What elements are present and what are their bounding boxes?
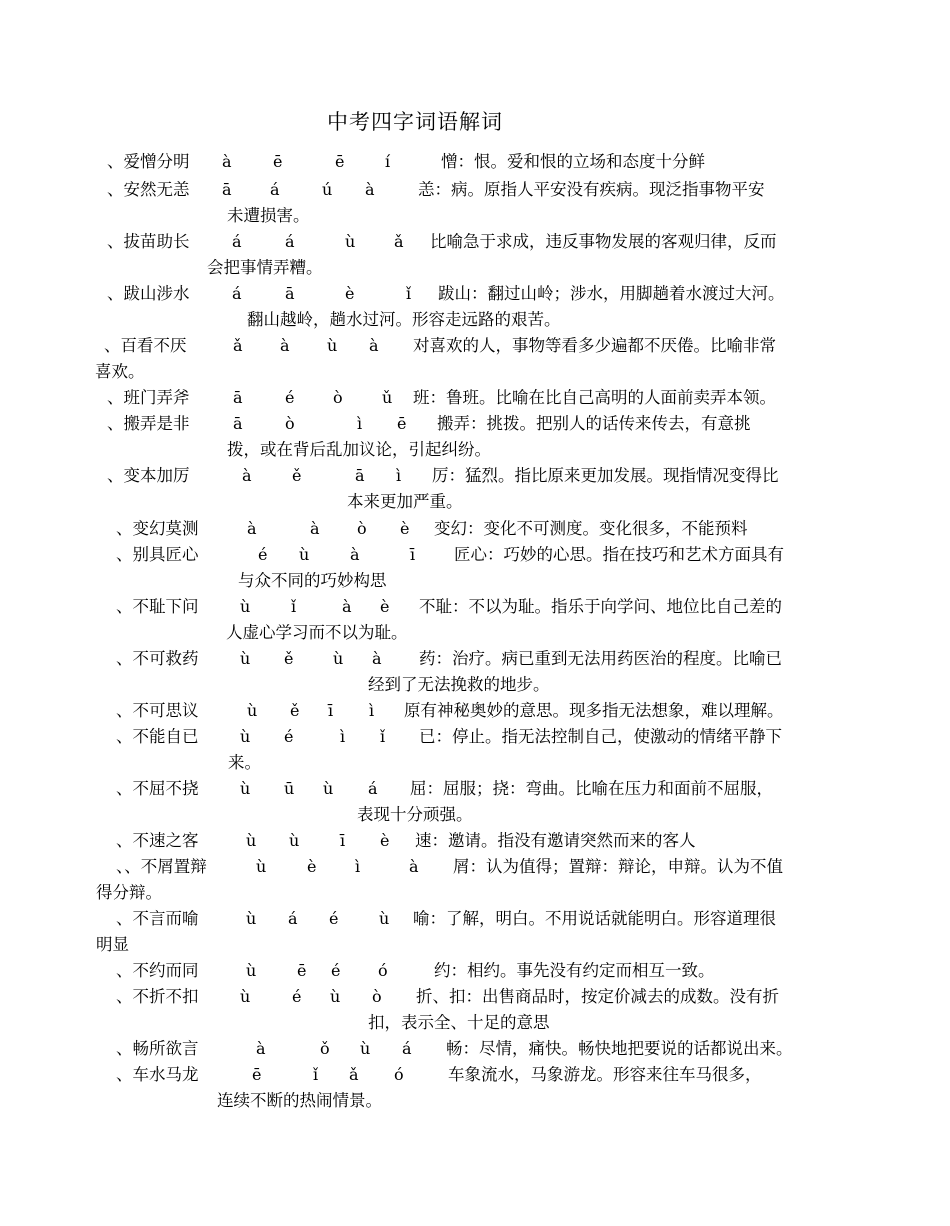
entry-pinyin: ā bbox=[355, 466, 365, 485]
entry-pinyin: à bbox=[242, 466, 252, 485]
entry-pinyin: ú bbox=[322, 180, 333, 199]
entry-pinyin: à bbox=[350, 545, 360, 564]
entry-pinyin: è bbox=[400, 519, 410, 538]
entry-definition: 车象流水，马象游龙。形容来往车马很多， bbox=[448, 1065, 762, 1084]
entry-pinyin: é bbox=[285, 388, 295, 407]
entry-pinyin: ì bbox=[355, 857, 361, 876]
entry-definition-continued: 表现十分顽强。 bbox=[357, 805, 473, 824]
entry-term: 、不约而同 bbox=[116, 961, 199, 980]
entry-pinyin: ē bbox=[273, 152, 283, 171]
entry-pinyin: é bbox=[331, 961, 341, 980]
entry-pinyin: ū bbox=[284, 779, 295, 798]
entry-pinyin: ě bbox=[284, 649, 294, 668]
entry-pinyin: ē bbox=[252, 1065, 262, 1084]
entry-pinyin: í bbox=[385, 152, 391, 171]
entry-definition-continued: 翻山越岭，趟水过河。形容走远路的艰苦。 bbox=[247, 310, 561, 329]
entry-pinyin: á bbox=[232, 232, 242, 251]
entry-term: 、变幻莫测 bbox=[116, 519, 199, 538]
entry-pinyin: ù bbox=[256, 857, 267, 876]
entry-pinyin: ǔ bbox=[382, 388, 393, 407]
entry-definition-continued: 经到了无法挽救的地步。 bbox=[368, 675, 550, 694]
entry-pinyin: ù bbox=[379, 909, 390, 928]
entry-term: 、不耻下问 bbox=[116, 597, 199, 616]
entry-pinyin: é bbox=[284, 727, 294, 746]
entry-term: 、不可思议 bbox=[116, 701, 199, 720]
entry-pinyin: ó bbox=[378, 961, 388, 980]
entry-definition: 对喜欢的人，事物等看多少遍都不厌倦。比喻非常 bbox=[413, 336, 776, 355]
entry-term: 、畅所欲言 bbox=[116, 1039, 199, 1058]
entry-definition-continued: 明显 bbox=[96, 935, 129, 954]
entry-pinyin: ù bbox=[330, 987, 341, 1006]
entry-pinyin: ù bbox=[240, 597, 251, 616]
entry-term: 、不言而喻 bbox=[116, 909, 199, 928]
entry-definition: 跋山：翻过山岭；涉水，用脚趟着水渡过大河。 bbox=[438, 284, 785, 303]
entry-pinyin: ì bbox=[357, 414, 363, 433]
entry-pinyin: ǒ bbox=[320, 1039, 330, 1058]
entry-definition: 屈：屈服；挠：弯曲。比喻在压力和面前不屈服， bbox=[410, 779, 773, 798]
entry-pinyin: é bbox=[292, 987, 302, 1006]
entry-pinyin: ǐ bbox=[380, 727, 386, 746]
entry-pinyin: ù bbox=[246, 961, 257, 980]
entry-definition-continued: 来。 bbox=[228, 753, 261, 772]
entry-pinyin: à bbox=[365, 180, 375, 199]
entry-definition: 搬弄：挑拨。把别人的话传来传去，有意挑 bbox=[437, 414, 751, 433]
entry-pinyin: ǐ bbox=[291, 597, 297, 616]
entry-term: 、别具匠心 bbox=[116, 545, 199, 564]
entry-definition-continued: 得分辩。 bbox=[96, 883, 162, 902]
entry-pinyin: ī bbox=[340, 831, 346, 850]
entry-definition: 畅：尽情，痛快。畅快地把要说的话都说出来。 bbox=[446, 1039, 793, 1058]
entry-pinyin: ā bbox=[233, 414, 243, 433]
entry-pinyin: ù bbox=[240, 727, 251, 746]
entry-pinyin: à bbox=[310, 519, 320, 538]
entry-pinyin: ě bbox=[290, 701, 300, 720]
entry-pinyin: à bbox=[280, 336, 290, 355]
entry-definition: 喻：了解，明白。不用说话就能明白。形容道理很 bbox=[413, 909, 776, 928]
entry-pinyin: ā bbox=[285, 284, 295, 303]
entry-term: 、、不屑置辩 bbox=[116, 857, 207, 876]
entry-pinyin: ù bbox=[246, 909, 257, 928]
entry-definition-continued: 人虚心学习而不以为耻。 bbox=[226, 623, 408, 642]
entry-pinyin: ǐ bbox=[313, 1065, 319, 1084]
entry-definition: 不耻：不以为耻。指乐于向学问、地位比自己差的 bbox=[419, 597, 782, 616]
entry-definition: 已：停止。指无法控制自己，使激动的情绪平静下 bbox=[419, 727, 782, 746]
entry-pinyin: à bbox=[222, 152, 232, 171]
entry-pinyin: è bbox=[345, 284, 355, 303]
entry-term: 、不折不扣 bbox=[116, 987, 199, 1006]
entry-pinyin: á bbox=[402, 1039, 412, 1058]
entry-term: 、不能自已 bbox=[116, 727, 199, 746]
entry-definition: 憎：恨。爱和恨的立场和态度十分鲜 bbox=[441, 152, 705, 171]
entry-term: 、班门弄斧 bbox=[107, 388, 190, 407]
entry-pinyin: à bbox=[409, 857, 419, 876]
entry-pinyin: ù bbox=[327, 336, 338, 355]
entry-pinyin: ē bbox=[335, 152, 345, 171]
entry-term: 、车水马龙 bbox=[116, 1065, 199, 1084]
entry-pinyin: à bbox=[256, 1039, 266, 1058]
entry-pinyin: ē bbox=[397, 414, 407, 433]
entry-definition-continued: 与众不同的巧妙构思 bbox=[238, 571, 387, 590]
entry-definition-continued: 连续不断的热闹情景。 bbox=[217, 1091, 382, 1110]
entry-definition: 厉：猛烈。指比原来更加发展。现指情况变得比 bbox=[432, 466, 779, 485]
entry-term: 、爱憎分明 bbox=[107, 152, 190, 171]
entry-pinyin: è bbox=[380, 597, 390, 616]
entry-term: 、拔苗助长 bbox=[107, 232, 190, 251]
entry-pinyin: ì bbox=[340, 727, 346, 746]
entry-pinyin: ù bbox=[240, 987, 251, 1006]
entry-definition-continued: 拨，或在背后乱加议论，引起纠纷。 bbox=[227, 440, 491, 459]
entry-pinyin: ǎ bbox=[233, 336, 243, 355]
entry-pinyin: ò bbox=[333, 388, 343, 407]
entry-pinyin: ì bbox=[369, 701, 375, 720]
entry-pinyin: ù bbox=[247, 701, 258, 720]
entry-pinyin: ǎ bbox=[394, 232, 404, 251]
entry-definition: 原有神秘奥妙的意思。现多指无法想象，难以理解。 bbox=[404, 701, 784, 720]
page-title: 中考四字词语解词 bbox=[327, 110, 503, 134]
entry-definition-continued: 扣，表示全、十足的意思 bbox=[368, 1013, 550, 1032]
entry-definition-continued: 未遭损害。 bbox=[227, 206, 310, 225]
entry-pinyin: ù bbox=[360, 1039, 371, 1058]
entry-pinyin: à bbox=[369, 336, 379, 355]
entry-definition: 药：治疗。病已重到无法用药医治的程度。比喻已 bbox=[419, 649, 782, 668]
entry-pinyin: ù bbox=[299, 545, 310, 564]
entry-pinyin: ù bbox=[240, 649, 251, 668]
entry-pinyin: ù bbox=[333, 649, 344, 668]
entry-pinyin: ǎ bbox=[349, 1065, 359, 1084]
entry-term: 、不速之客 bbox=[116, 831, 199, 850]
entry-definition: 折、扣：出售商品时，按定价减去的成数。没有折 bbox=[416, 987, 779, 1006]
entry-definition: 比喻急于求成，违反事物发展的客观归律，反而 bbox=[430, 232, 777, 251]
entry-pinyin: á bbox=[368, 779, 378, 798]
entry-pinyin: ě bbox=[292, 466, 302, 485]
entry-definition: 约：相约。事先没有约定而相互一致。 bbox=[434, 961, 715, 980]
entry-pinyin: ù bbox=[323, 779, 334, 798]
entry-pinyin: ē bbox=[297, 961, 307, 980]
entry-definition: 速：邀请。指没有邀请突然而来的客人 bbox=[415, 831, 696, 850]
entry-pinyin: á bbox=[232, 284, 242, 303]
entry-pinyin: ù bbox=[345, 232, 356, 251]
entry-pinyin: è bbox=[380, 831, 390, 850]
entry-pinyin: è bbox=[307, 857, 317, 876]
entry-pinyin: ù bbox=[289, 831, 300, 850]
entry-term: 、不屈不挠 bbox=[116, 779, 199, 798]
entry-definition: 班：鲁班。比喻在比自己高明的人面前卖弄本领。 bbox=[413, 388, 776, 407]
entry-definition: 屑：认为值得；置辩：辩论，申辩。认为不值 bbox=[453, 857, 783, 876]
entry-definition-continued: 会把事情弄糟。 bbox=[207, 258, 323, 277]
entry-pinyin: ì bbox=[396, 466, 402, 485]
entry-pinyin: á bbox=[270, 180, 280, 199]
entry-pinyin: ù bbox=[240, 779, 251, 798]
entry-term: 、变本加厉 bbox=[107, 466, 190, 485]
entry-definition-continued: 本来更加严重。 bbox=[347, 492, 463, 511]
entry-pinyin: ā bbox=[222, 180, 232, 199]
entry-term: 、安然无恙 bbox=[107, 180, 190, 199]
entry-pinyin: á bbox=[288, 909, 298, 928]
entry-pinyin: ī bbox=[328, 701, 334, 720]
entry-pinyin: ā bbox=[233, 388, 243, 407]
entry-definition-continued: 喜欢。 bbox=[95, 362, 145, 381]
entry-term: 、搬弄是非 bbox=[107, 414, 190, 433]
entry-pinyin: ò bbox=[357, 519, 367, 538]
entry-pinyin: ó bbox=[394, 1065, 404, 1084]
entry-term: 、跋山涉水 bbox=[107, 284, 190, 303]
entry-definition: 恙：病。原指人平安没有疾病。现泛指事物平安 bbox=[418, 180, 765, 199]
entry-pinyin: ù bbox=[246, 831, 257, 850]
entry-pinyin: ǐ bbox=[406, 284, 412, 303]
entry-definition: 变幻：变化不可测度。变化很多，不能预料 bbox=[434, 519, 748, 538]
entry-pinyin: é bbox=[329, 909, 339, 928]
entry-term: 、百看不厌 bbox=[104, 336, 187, 355]
entry-term: 、不可救药 bbox=[116, 649, 199, 668]
entry-pinyin: á bbox=[285, 232, 295, 251]
entry-pinyin: ò bbox=[372, 987, 382, 1006]
entry-pinyin: à bbox=[342, 597, 352, 616]
entry-pinyin: é bbox=[258, 545, 268, 564]
entry-pinyin: ī bbox=[410, 545, 416, 564]
entry-definition: 匠心：巧妙的心思。指在技巧和艺术方面具有 bbox=[454, 545, 784, 564]
entry-pinyin: à bbox=[247, 519, 257, 538]
entry-pinyin: à bbox=[372, 649, 382, 668]
entry-pinyin: ò bbox=[285, 414, 295, 433]
